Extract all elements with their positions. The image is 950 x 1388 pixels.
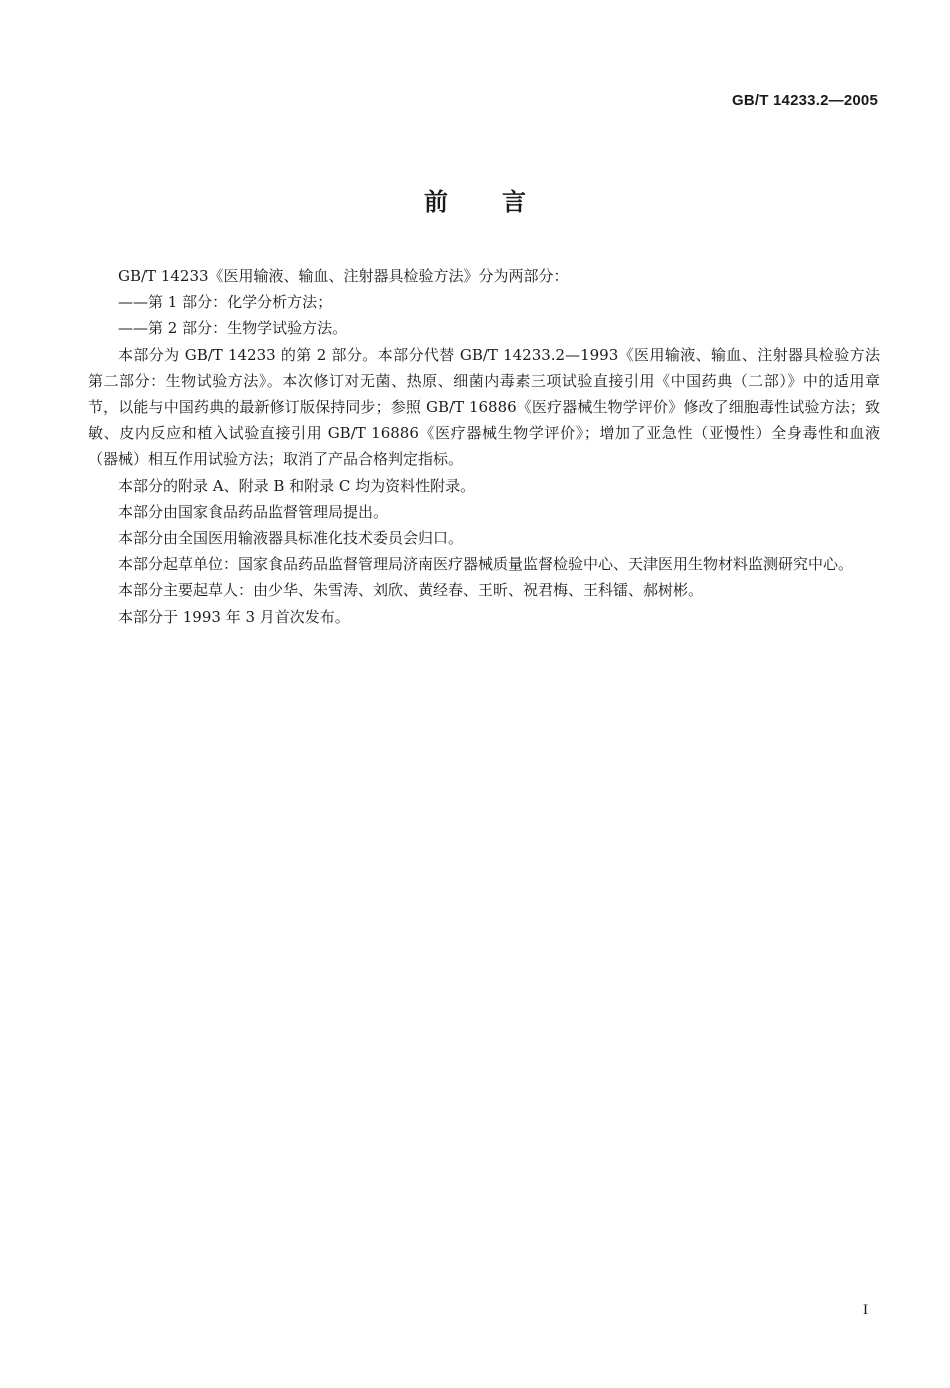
standard-code: GB/T 14233.2—2005: [732, 92, 878, 109]
paragraph-proposer: 本部分由国家食品药品监督管理局提出。: [118, 502, 389, 521]
paragraph-intro: GB/T 14233《医用输液、输血、注射器具检验方法》分为两部分：: [118, 267, 569, 285]
paragraph-first-release: 本部分于 1993 年 3 月首次发布。: [118, 607, 350, 626]
page-title: 前言: [424, 188, 580, 216]
page-number: I: [863, 1302, 868, 1318]
foreword-body: [88, 263, 896, 630]
paragraph-revision: 本部分为 GB/T 14233 的第 2 部分。本部分代替 GB/T 14233.2—1993《医用输液、输血、注射器具检验方法 第二部分：生物试验方法》。本次修订对无菌、热原、细菌内毒素三项试验直接引用《中国药典（二部）》中的适用章节，以能与中国药典的最新修订版保持同步；参照 GB/T 16886《医疗器械生物学评价》修改了细胞毒性试验方法；致敏、皮内反应和植入试验直接引用 GB/T 16886《医疗器械生物学评价》；增加了亚急性（亚慢性）全身毒性和血液（器械）相互作用试验方法；取消了产品合格判定指标。: [88, 345, 896, 469]
paragraph-appendices: 本部分的附录 A、附录 B 和附录 C 均为资料性附录。: [118, 476, 476, 495]
paragraph-committee: 本部分由全国医用输液器具标准化技术委员会归口。: [118, 529, 464, 548]
paragraph-drafters: 本部分主要起草人：由少华、朱雪涛、刘欣、黄经春、王昕、祝君梅、王科镭、郝树彬。: [118, 581, 704, 600]
paragraph-part-1: ——第 1 部分：化学分析方法；: [118, 293, 333, 312]
paragraph-part-2: ——第 2 部分：生物学试验方法。: [118, 319, 348, 338]
paragraph-drafting-units: 本部分起草单位：国家食品药品监督管理局济南医疗器械质量监督检验中心、天津医用生物材料监测研究中心。: [118, 555, 854, 574]
